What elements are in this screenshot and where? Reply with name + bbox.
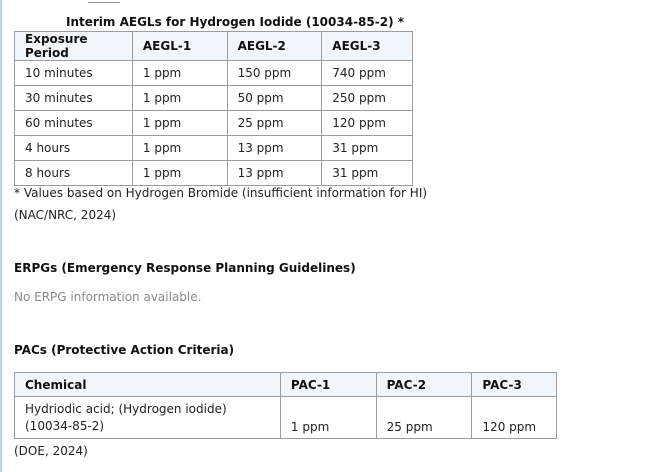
column-header: Chemical bbox=[15, 373, 281, 397]
pac-citation: (DOE, 2024) bbox=[14, 444, 88, 458]
column-header: PAC-2 bbox=[376, 373, 472, 397]
table-cell: 250 ppm bbox=[322, 86, 413, 111]
table-cell: 120 ppm bbox=[472, 397, 557, 439]
page-left-border bbox=[0, 0, 2, 472]
column-header: PAC-1 bbox=[280, 373, 376, 397]
table-cell: 150 ppm bbox=[227, 61, 322, 86]
table-row bbox=[15, 136, 413, 161]
table-cell: 1 ppm bbox=[132, 61, 227, 86]
table-row bbox=[15, 111, 413, 136]
table-row bbox=[15, 86, 413, 111]
column-header: AEGL-2 bbox=[227, 32, 322, 61]
table-cell: 1 ppm bbox=[132, 161, 227, 186]
table-cell: 60 minutes bbox=[15, 111, 133, 136]
table-cell: 1 ppm bbox=[280, 397, 376, 439]
table-cell: 50 ppm bbox=[227, 86, 322, 111]
column-header: AEGL-1 bbox=[132, 32, 227, 61]
table-cell: 8 hours bbox=[15, 161, 133, 186]
pac-heading: PACs (Protective Action Criteria) bbox=[14, 343, 235, 357]
table-header-row bbox=[15, 373, 557, 397]
table-cell: 10 minutes bbox=[15, 61, 133, 86]
table-cell: 30 minutes bbox=[15, 86, 133, 111]
aegl-table bbox=[14, 31, 413, 186]
table-cell: 1 ppm bbox=[132, 111, 227, 136]
table-cell: 25 ppm bbox=[227, 111, 322, 136]
chemical-cell bbox=[15, 397, 281, 439]
table-cell: 31 ppm bbox=[322, 136, 413, 161]
pac-table bbox=[14, 372, 557, 439]
table-cell: 1 ppm bbox=[132, 136, 227, 161]
table-cell: 31 ppm bbox=[322, 161, 413, 186]
table-row bbox=[15, 397, 557, 439]
column-header: Exposure Period bbox=[15, 32, 133, 61]
aegl-footnote: * Values based on Hydrogen Bromide (insufficient information for HI) bbox=[14, 186, 428, 200]
table-row bbox=[15, 161, 413, 186]
table-cell: 120 ppm bbox=[322, 111, 413, 136]
clipped-divider bbox=[88, 0, 120, 3]
table-header-row bbox=[15, 32, 413, 61]
table-cell: 740 ppm bbox=[322, 61, 413, 86]
table-cell: 1 ppm bbox=[132, 86, 227, 111]
table-cell: 13 ppm bbox=[227, 161, 322, 186]
table-cell: 13 ppm bbox=[227, 136, 322, 161]
column-header: PAC-3 bbox=[472, 373, 557, 397]
column-header: AEGL-3 bbox=[322, 32, 413, 61]
aegl-table-title: Interim AEGLs for Hydrogen Iodide (10034-85-2) * bbox=[66, 15, 405, 29]
chemical-cas-number: (10034-85-2) bbox=[25, 418, 105, 433]
table-cell: 25 ppm bbox=[376, 397, 472, 439]
erpg-heading: ERPGs (Emergency Response Planning Guidelines) bbox=[14, 261, 356, 275]
table-row bbox=[15, 61, 413, 86]
aegl-citation: (NAC/NRC, 2024) bbox=[14, 208, 117, 222]
erpg-empty-message: No ERPG information available. bbox=[14, 290, 202, 304]
table-cell: 4 hours bbox=[15, 136, 133, 161]
chemical-name: Hydriodic acid; (Hydrogen iodide) bbox=[25, 401, 227, 416]
